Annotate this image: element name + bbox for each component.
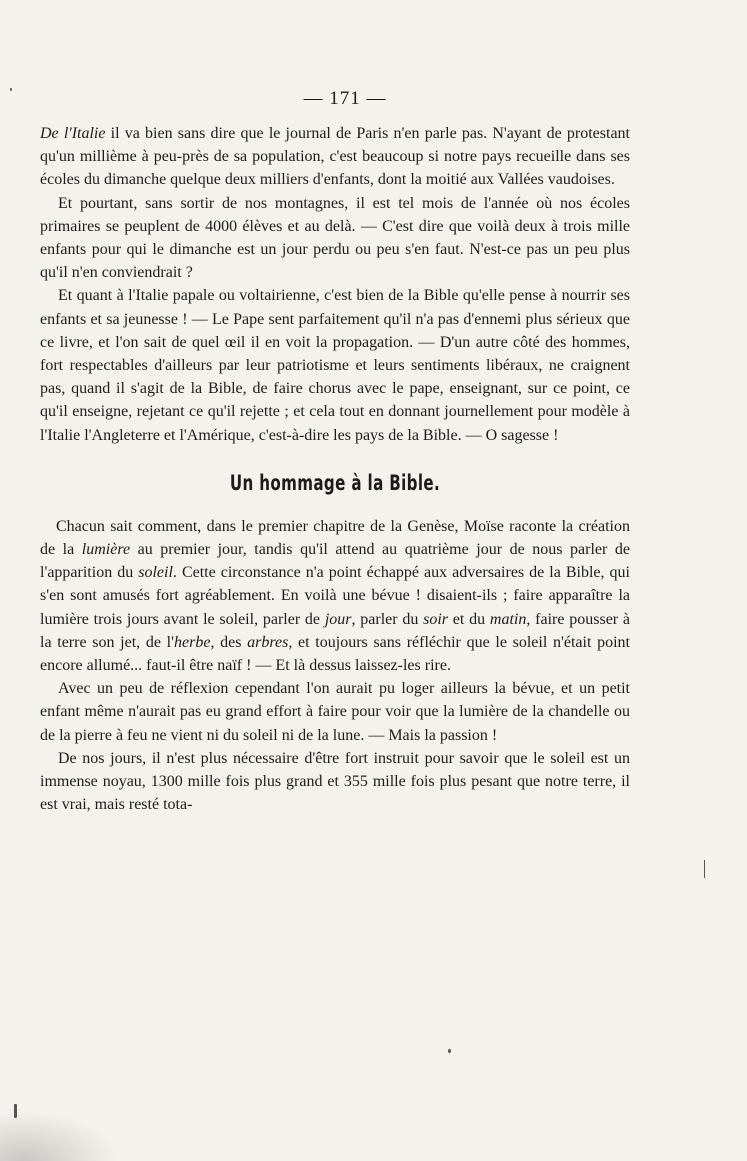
italic-word: herbe: [174, 633, 211, 651]
text-run: , des: [210, 633, 248, 651]
text-run: au premier jour, tandis qu'il attend au quatrième jour de nous parler de l'apparition du: [40, 541, 630, 582]
scan-speck: [704, 860, 705, 878]
italic-word: lumière: [81, 541, 131, 559]
paragraph-italie-papale: Et quant à l'Italie papale ou voltairienne, c'est bien de la Bible qu'elle pense à nourrir ses enfants et sa jeunesse ! — Le Pape sent parfaitement qu'il n'a pas d'ennemi plus sérieux que ce livre, et l'on sait de quel œil il en voit la propagation. — D'un autre côté des hommes, fort respectables d'ailleurs par leur patriotisme et leurs sentiments libéraux, ne craignent pas, quand il s'agit de la Bible, de faire chorus avec le pape, enseignant, sur ce point, ce qu'il enseigne, rejetant ce qu'il rejette ; et cela tout en donnant journellement pour modèle à l'Italie l'Angleterre et l'Amérique, c'est-à-dire les pays de la Bible. — O sagesse !: [40, 287, 630, 444]
italic-word: jour: [324, 610, 352, 628]
text-run: Chacun sait comment, dans le premier chapitre de la Genèse, Moïse raconte la création de la: [40, 517, 630, 559]
book-page: [40, 88, 630, 816]
italic-word: soir: [423, 610, 449, 628]
scan-speck: [10, 88, 12, 91]
text-run: , et toujours sans réfléchir que le soleil n'était point encore allumé... faut-il être naïf ! — Et là dessus laissez-les rire.: [40, 633, 631, 675]
paragraph-text: il va bien sans dire que le journal de Paris n'en parle pas. N'ayant de protestant qu'un millième à peu-près de sa population, c'est beaucoup si notre pays recueille dans ses écoles du dimanche quelque deux milliers d'enfants, dont la moitié aux Vallées vaudoises.: [40, 125, 631, 189]
scan-shadow: [0, 1111, 120, 1161]
scan-speck: [448, 1049, 451, 1053]
italic-word: soleil: [138, 564, 173, 582]
lead-italic: De l'Italie: [40, 125, 106, 142]
italic-word: arbres: [247, 633, 289, 651]
italic-word: matin: [489, 610, 527, 628]
paragraph-genese: [40, 515, 630, 677]
text-run: , parler du: [351, 610, 424, 628]
text-run: et du: [448, 610, 490, 628]
section-title: Un hommage à la Bible.: [229, 470, 441, 495]
text-run: , faire pousser à la terre son jet, de l': [40, 610, 630, 651]
paragraph-reflexion: Avec un peu de réflexion cependant l'on aurait pu loger ailleurs la bévue, et un petit enfant même n'aurait pas eu grand effort à faire pour voir que la lumière de la chandelle ou de la pierre à feu ne vient ni du soleil ni de la lune. — Mais la passion !: [40, 680, 630, 744]
paragraph-italie: [40, 122, 630, 192]
paragraph-soleil: De nos jours, il n'est plus nécessaire d'être fort instruit pour savoir que le soleil est un immense noyau, 1300 mille fois plus grand et 355 mille fois plus pesant que notre terre, il est vrai, mais resté tota-: [40, 749, 630, 814]
paragraph-montagnes: Et pourtant, sans sortir de nos montagnes, il est tel mois de l'année où nos écoles primaires se peuplent de 4000 élèves et au delà. — C'est dire que voilà deux à trois mille enfants pour qui le dimanche est un jour perdu ou peu s'en faut. N'est-ce pas un peu plus qu'il n'en conviendrait ?: [40, 194, 630, 282]
text-run: . Cette circonstance n'a point échappé aux adversaires de la Bible, qui s'en sont amusés fort agréablement. En voilà une bévue ! disaient-ils ; faire apparaître la lumière trois jours avant le soleil, parler de: [40, 564, 630, 628]
page-number: — 171 —: [303, 88, 387, 109]
